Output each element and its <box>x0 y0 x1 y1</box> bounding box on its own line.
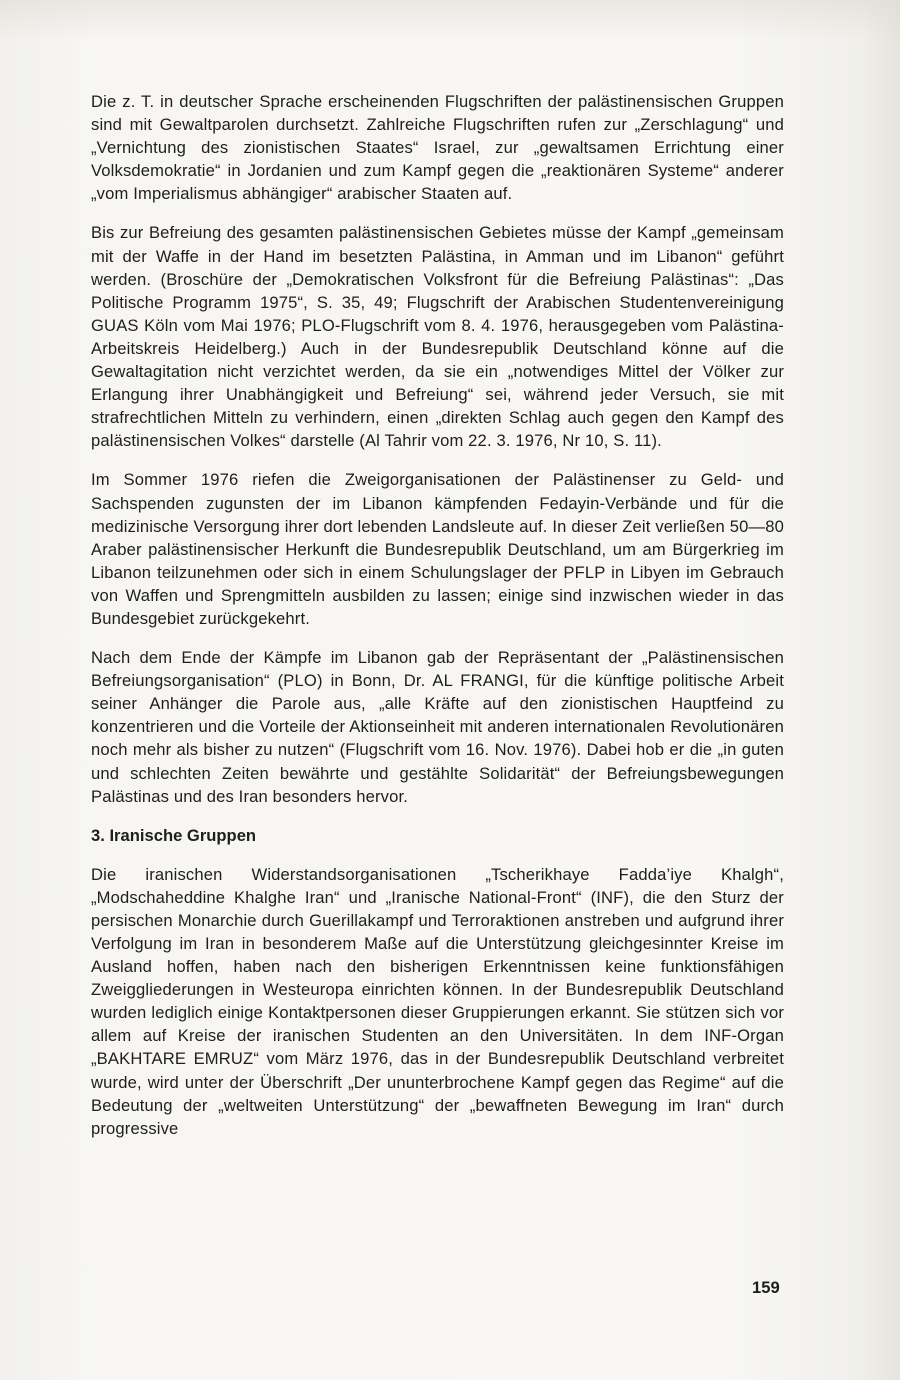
section-heading: 3. Iranische Gruppen <box>91 825 257 845</box>
paragraph-sommer-1976: Im Sommer 1976 riefen die Zweigorganisationen der Palästinenser zu Geld- und Sachspenden zugunsten der im Libanon kämpfenden Fedayin-Verbände und für die medizinische Versorgung ihrer dort lebenden Landsleute auf. In dieser Zeit verließen 50—80 Araber palästinensischer Herkunft die Bundesrepublik Deutschland, um am Bürgerkrieg im Libanon teilzunehmen oder sich in einem Schulungslager der PFLP in Libyen im Gebrauch von Waffen und Sprengmitteln ausbilden zu lassen; einige sind inzwischen wieder in das Bundesgebiet zurückgekehrt. <box>91 470 784 628</box>
paragraph-befreiung: Bis zur Befreiung des gesamten palästinensischen Gebietes müsse der Kampf „gemeinsam mit der Waffe in der Hand im besetzten Palästina, in Amman und im Libanon“ geführt werden. (Broschüre der „Demokratischen Volksfront für die Befreiung Palästinas“: „Das Politische Programm 1975“, S. 35, 49; Flugschrift der Arabischen Studentenvereinigung GUAS Köln vom Mai 1976; PLO-Flugschrift vom 8. 4. 1976, herausgegeben vom Palästina-Arbeitskreis Heidelberg.) Auch in der Bundesrepublik Deutschland könne auf die Gewaltagitation nicht verzichtet werden, da sie ein „notwendiges Mittel der Völker zur Erlangung ihrer Unabhängigkeit und Befreiung“ sei, während jeder Versuch, sie mit strafrechtlichen Mitteln zu verhindern, einen „direkten Schlag auch gegen den Kampf des palästinensischen Volkes“ darstelle (Al Tahrir vom 22. 3. 1976, Nr 10, S. 11). <box>91 223 784 451</box>
body-text <box>91 90 784 1156</box>
paragraph-flugschriften: Die z. T. in deutscher Sprache erscheinenden Flugschriften der palästinensischen Gruppen sind mit Gewaltparolen durchsetzt. Zahlreiche Flugschriften rufen zur „Zerschlagung“ und „Vernichtung des zionistischen Staates“ Israel, zur „gewaltsamen Errichtung einer Volksdemokratie“ in Jordanien und zum Kampf gegen die „reaktionären Systeme“ anderer „vom Imperialismus abhängiger“ arabischer Staaten auf. <box>91 92 784 204</box>
page-shadow-top <box>0 0 900 40</box>
paragraph-ende-kaempfe: Nach dem Ende der Kämpfe im Libanon gab der Repräsentant der „Palästinensischen Befreiungsorganisation“ (PLO) in Bonn, Dr. AL FRANGI, für die künftige politische Arbeit seiner Anhänger die Parole aus, „alle Kräfte auf den zionistischen Hauptfeind zu konzentrieren und die Vorteile der Aktionseinheit mit anderen internationalen Revolutionären noch mehr als bisher zu nutzen“ (Flugschrift vom 16. Nov. 1976). Dabei hob er die „in guten und schlechten Zeiten bewährte und gestählte Solidarität“ der Befreiungsbewegungen Palästinas und des Iran besonders hervor. <box>91 648 784 806</box>
page-number: 159 <box>752 1278 780 1297</box>
page-shadow-right <box>860 0 900 1380</box>
paragraph-iranische-gruppen: Die iranischen Widerstandsorganisationen „Tscherikhaye Fadda’iye Khalgh“, „Modschaheddine Khalghe Iran“ und „Iranische National-Front“ (INF), die den Sturz der persischen Monarchie durch Guerillakampf und Terroraktionen anstreben und aufgrund ihrer Verfolgung im Iran in besonderem Maße auf die Unterstützung gleichgesinnter Kreise im Ausland hoffen, haben nach den bisherigen Erkenntnissen keine funktionsfähigen Zweiggliederungen in Westeuropa einrichten können. In der Bundesrepublik Deutschland wurden lediglich einige Kontaktpersonen dieser Gruppierungen erkannt. Sie stützen sich vor allem auf Kreise der iranischen Studenten an den Universitäten. In dem INF-Organ „BAKHTARE EMRUZ“ vom März 1976, das in der Bundesrepublik Deutschland verbreitet wurde, wird unter der Überschrift „Der ununterbrochene Kampf gegen das Regime“ auf die Bedeutung der „weltweiten Unterstützung“ der „bewaffneten Bewegung im Iran“ durch progressive <box>91 864 784 1138</box>
